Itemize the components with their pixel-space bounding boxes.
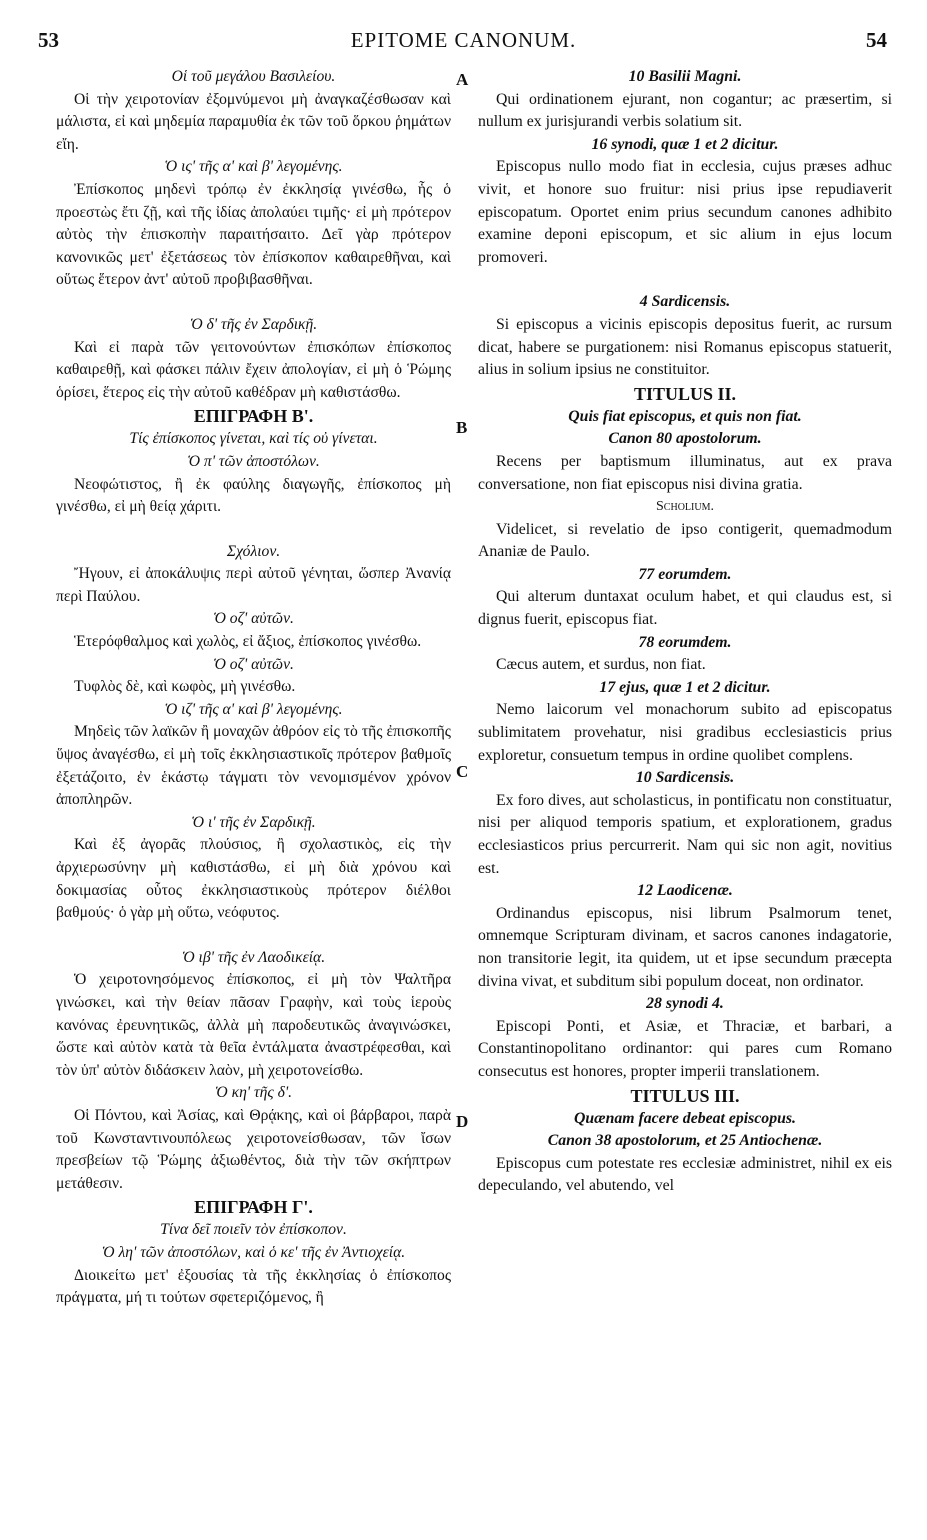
latin-heading: 78 eorumdem.	[638, 633, 732, 651]
spacer	[56, 519, 451, 541]
latin-heading: Scholium.	[656, 499, 714, 515]
greek-heading: Ὁ ιβ' τῆς ἐν Λαοδικείᾳ.	[181, 948, 326, 966]
latin-heading: 4 Sardicensis.	[639, 293, 731, 311]
latin-heading: Quis fiat episcopus, et quis non fiat.	[568, 407, 802, 425]
greek-paragraph: Νεοφώτιστος, ἢ ἐκ φαύλης διαγωγῆς, ἐπίσκοπος μὴ γινέσθω, εἰ μὴ θείᾳ χάριτι.	[56, 475, 451, 516]
running-title: EPITOME CANONUM.	[350, 28, 577, 52]
latin-paragraph: Videlicet, si revelatio de ipso contigerit, quemadmodum Ananiæ de Paulo.	[478, 520, 892, 561]
latin-heading: 77 eorumdem.	[638, 565, 732, 583]
latin-heading: 16 synodi, quæ 1 et 2 dicitur.	[591, 135, 779, 153]
latin-heading: TITULUS II.	[633, 383, 737, 404]
spacer	[56, 925, 451, 947]
greek-paragraph: Ὁ χειροτονησόμενος ἐπίσκοπος, εἰ μὴ τὸν Ψαλτῆρα γινώσκει, καὶ τὴν θείαν πᾶσαν Γραφὴν, καὶ τοὺς ἱεροὺς κανόνας ἐρευνητικῶς, ἀλλὰ μὴ παροδευτικῶς ἀναγινώσκει, ὥστε καὶ αὐτὸν κατὰ τὰ θεῖα ἐντάλματα ἀναστρέφεσθαι, καὶ τὸν ὑπ' αὐτὸν διδάσκειν λαὸν, μὴ χειροτονείσθω.	[56, 971, 451, 1079]
latin-column	[478, 66, 892, 1198]
latin-paragraph: Ex foro dives, aut scholasticus, in pontificatu non constituatur, nisi per aliquod temporis spatium, et explorationem, gradus ecclesiasticos prius percurrerit. Nam qui sic non agit, novitius est.	[478, 791, 892, 877]
latin-paragraph: Ordinandus episcopus, nisi librum Psalmorum tenet, omnemque Scripturam divinam, et sacros canones indagatorie, non transitorie legit, ita quidem, ut et ipse secundum præcepta divina vivat, et subditum sibi populum doceat, non ordinator.	[478, 904, 892, 990]
greek-heading: Σχόλιον.	[226, 542, 281, 560]
greek-heading: Ὁ οζ' αὐτῶν.	[213, 610, 294, 628]
latin-paragraph: Cæcus autem, et surdus, non fiat.	[496, 656, 706, 674]
greek-paragraph: Διοικείτω μετ' ἐξουσίας τὰ τῆς ἐκκλησίας ὁ ἐπίσκοπος πράγματα, μή τι τούτων σφετεριζόμενος, ἢ	[56, 1266, 451, 1307]
latin-paragraph: Episcopi Ponti, et Asiæ, et Thraciæ, et barbari, a Constantinopolitano ordinantor: qui pares cum Romano consecutus est honores, propter imperii translationem.	[478, 1017, 892, 1080]
greek-heading: Οἱ τοῦ μεγάλου Βασιλείου.	[171, 68, 336, 85]
left-page-number: 53	[38, 28, 59, 52]
latin-heading: 28 synodi 4.	[646, 995, 724, 1013]
greek-heading: Ὁ ιζ' τῆς α' καὶ β' λεγομένης.	[164, 700, 343, 718]
margin-letter-d: D	[456, 1112, 469, 1131]
latin-paragraph: Episcopus nullo modo fiat in ecclesia, cujus præses adhuc vivit, et honore suo fruitur: nisi prius ipse repudiaverit episcopatum. Oportet enim prius secundum canones adhibito examine deponi episcopum, et sic alium in ejus locum promoveri.	[478, 158, 892, 266]
latin-heading: 17 ejus, quæ 1 et 2 dicitur.	[599, 678, 771, 696]
greek-paragraph: Τυφλὸς δὲ, καὶ κωφὸς, μὴ γινέσθω.	[74, 678, 296, 696]
greek-paragraph: Καὶ ἐξ ἀγορᾶς πλούσιος, ἢ σχολαστικὸς, εἰς τὴν ἀρχιερωσύνην μὴ καθιστάσθω, εἰ μὴ διὰ χρόνου καὶ δοκιμασίας οὗτος ἐκκλησιαστικοὺς πρότερον διέλθοι βαθμούς· ὁ γὰρ μὴ οὕτω, νεόφυτος.	[56, 836, 451, 922]
margin-letter-c: C	[456, 762, 469, 781]
greek-paragraph: Ἑτερόφθαλμος καὶ χωλὸς, εἰ ἄξιος, ἐπίσκοπος γινέσθω.	[74, 633, 422, 651]
latin-paragraph: Episcopus cum potestate res ecclesiæ administret, nihil ex eis depeculando, vel abutendo, vel	[478, 1154, 892, 1195]
greek-heading: Ὁ π' τῶν ἀποστόλων.	[187, 452, 320, 470]
greek-heading: Τίς ἐπίσκοπος γίνεται, καὶ τίς οὐ γίνεται.	[129, 430, 378, 448]
latin-heading: 10 Sardicensis.	[635, 769, 735, 787]
latin-heading: Canon 80 apostolorum.	[608, 430, 762, 448]
greek-heading: Ὁ δ' τῆς ἐν Σαρδικῇ.	[189, 315, 318, 333]
greek-paragraph: Ἐπίσκοπος μηδενὶ τρόπῳ ἐν ἐκκλησίᾳ γινέσθω, ἧς ὁ προεστὼς ἔτι ζῇ, καὶ τῆς ἰδίας ἀπολαύει τιμῆς· εἰ μὴ πρότερον αὐτὸς τὴν ἐπισκοπὴν παραιτήσαιτο. Δεῖ γὰρ πρότερον κανονικῶς μετ' ἐξετάσεως τὸν ἐπίσκοπον καθαιρεθῆναι, καὶ οὕτως ἕτερον ἀντ' αὐτοῦ προβιβασθῆναι.	[56, 180, 451, 289]
latin-heading: 10 Basilii Magni.	[628, 68, 742, 85]
right-page-number: 54	[866, 28, 887, 52]
greek-heading: Ὁ κη' τῆς δ'.	[214, 1084, 293, 1102]
greek-heading: Ὁ οζ' αὐτῶν.	[213, 655, 294, 673]
latin-paragraph: Si episcopus a vicinis episcopis depositus fuerit, ac rursum dicat, habere se purgationem: nisi Romanus episcopus statuerit, alius in solium ipsius ne constituitor.	[478, 315, 892, 379]
greek-paragraph: Οἱ τὴν χειροτονίαν ἐξομνύμενοι μὴ ἀναγκαζέσθωσαν καὶ μάλιστα, εἰ καὶ μηδεμία παραμυθία ἐκ τῶν τοῦ ὅρκου ῥημάτων εἴη.	[56, 90, 451, 153]
greek-paragraph: Ἤγουν, εἰ ἀποκάλυψις περὶ αὐτοῦ γένηται, ὥσπερ Ἀνανίᾳ περὶ Παύλου.	[56, 565, 451, 605]
latin-paragraph: Recens per baptismum illuminatus, aut ex prava conversatione, non fiat episcopus nisi divina gratia.	[478, 452, 892, 493]
greek-paragraph: Οἱ Πόντου, καὶ Ἀσίας, καὶ Θρᾴκης, καὶ οἱ βάρβαροι, παρὰ τοῦ Κωνσταντινουπόλεως χειροτονείσθωσαν, τῶν ἴσων πρεσβείων τῷ Ῥώμης ἀξιωθέντος, διὰ τὴν τῶν σκήπτρων μετάθεσιν.	[56, 1106, 451, 1192]
margin-letter-a: A	[456, 70, 469, 89]
spacer	[478, 269, 892, 291]
latin-paragraph: Qui alterum duntaxat oculum habet, et qui claudus est, si dignus fuerit, episcopus fiat.	[478, 588, 892, 629]
latin-heading: 12 Laodicenæ.	[637, 882, 733, 900]
greek-column	[56, 66, 451, 1310]
margin-letter-b: B	[456, 418, 468, 437]
spacer	[56, 292, 451, 314]
latin-heading: Quænam facere debeat episcopus.	[573, 1109, 796, 1127]
greek-heading: Ὁ λη' τῶν ἀποστόλων, καὶ ὁ κε' τῆς ἐν Ἀντιοχείᾳ.	[101, 1243, 406, 1261]
greek-heading: Τίνα δεῖ ποιεῖν τὸν ἐπίσκοπον.	[160, 1221, 347, 1239]
latin-heading: TITULUS III.	[630, 1085, 740, 1106]
latin-paragraph: Qui ordinationem ejurant, non cogantur; ac præsertim, si nullum ex jurisjurandi verbis solatium sit.	[478, 90, 892, 131]
greek-paragraph: Καὶ εἰ παρὰ τῶν γειτονούντων ἐπισκόπων ἐπίσκοπος καθαιρεθῇ, καὶ φάσκει πάλιν ἔχειν ἀπολογίαν, εἰ μὴ ὁ Ῥώμης ὁρίσει, ἕτερος εἰς τὴν αὐτοῦ καθέδραν μὴ καθιστάσθω.	[56, 338, 451, 401]
greek-heading: Ὁ ι' τῆς ἐν Σαρδικῇ.	[191, 813, 316, 831]
greek-heading: ΕΠΙΓΡΑΦΗ Γ'.	[194, 1197, 313, 1218]
latin-paragraph: Nemo laicorum vel monachorum subito ad episcopatus sublimitatem provehatur, nisi gradibus ecclesiasticis prius exploretur, consuetum tempus in ordine quolibet complens.	[478, 701, 892, 764]
greek-paragraph: Μηδεὶς τῶν λαϊκῶν ἢ μοναχῶν ἀθρόον εἰς τὸ τῆς ἐπισκοπῆς ὕψος ἀναγέσθω, εἰ μὴ τοῖς ἐκκλησιαστικοῖς πρότερον βαθμοῖς ἐξετάζοιτο, ἐν ἑκάστῳ τάγματι τὸν νενομισμένον χρόνον ἀποπληρῶν.	[56, 723, 451, 809]
greek-heading: Ὁ ις' τῆς α' καὶ β' λεγομένης.	[164, 158, 343, 176]
greek-heading: ΕΠΙΓΡΑΦΗ Β'.	[193, 406, 314, 427]
latin-heading: Canon 38 apostolorum, et 25 Antiochenæ.	[547, 1132, 823, 1150]
running-header	[0, 28, 927, 60]
